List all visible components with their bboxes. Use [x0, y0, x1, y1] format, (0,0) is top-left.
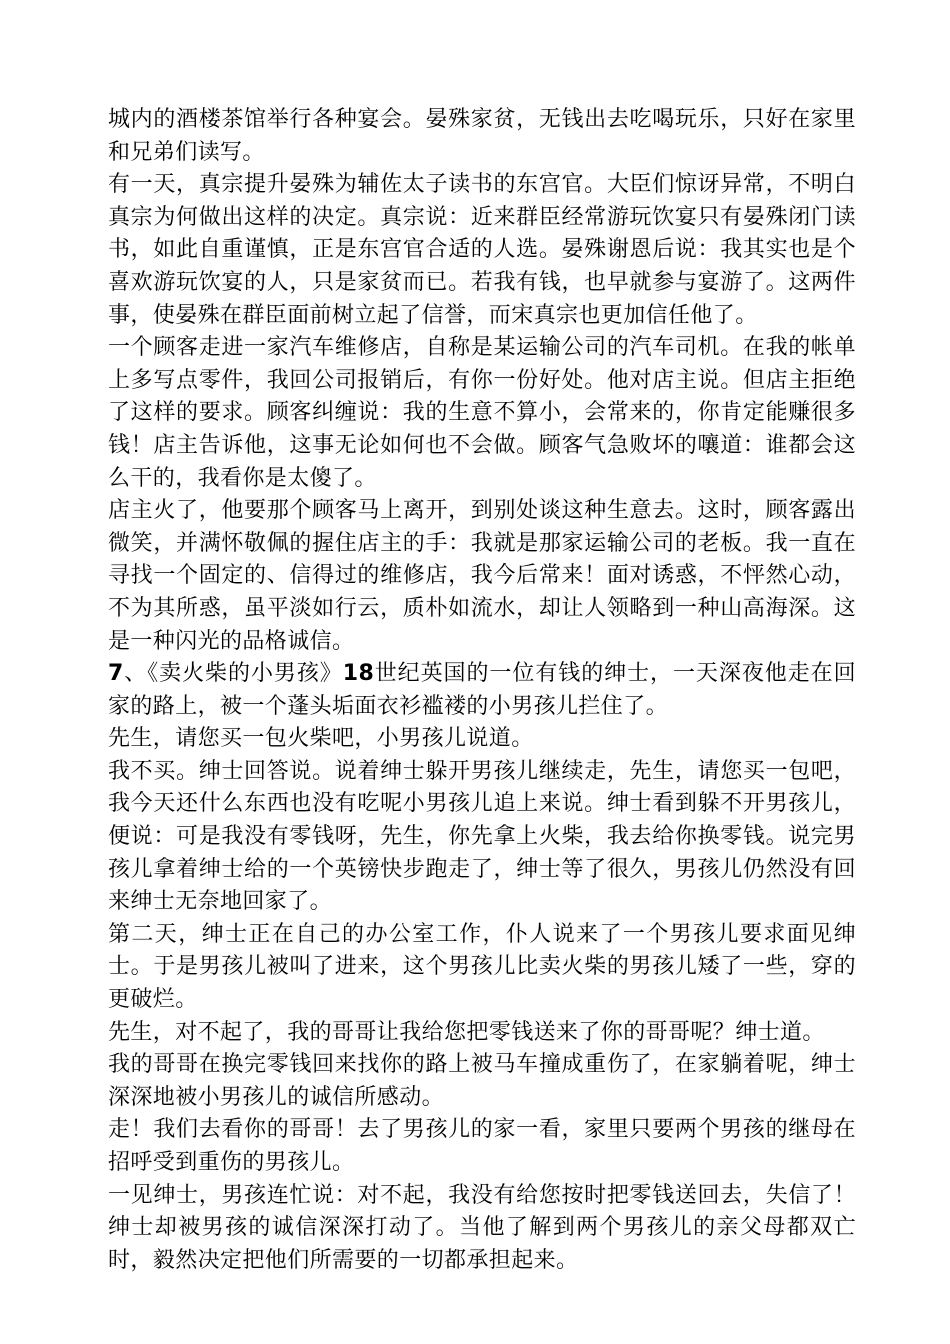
- section-year: 18: [342, 661, 375, 687]
- section-intro-text: 世纪英国的一位有钱的绅士，一天深夜他走在回家的路上，被一个蓬头垢面衣衫褴褛的小男孩儿拦住了。: [108, 661, 857, 719]
- paragraph-yanshu-promotion: 有一天，真宗提升晏殊为辅佐太子读书的东宫官。大臣们惊讶异常，不明白真宗为何做出这样的决定。真宗说：近来群臣经常游玩饮宴只有晏殊闭门读书，如此自重谨慎，正是东宫官合适的人选。晏殊谢恩后说：我其实也是个喜欢游玩饮宴的人，只是家贫而已。若我有钱，也早就参与宴游了。这两件事，使晏殊在群臣面前树立起了信誉，而宋真宗也更加信任他了。: [108, 172, 856, 328]
- paragraph-visit-brother: 走！我们去看你的哥哥！去了男孩儿的家一看，家里只要两个男孩的继母在招呼受到重伤的男孩儿。: [108, 1117, 856, 1175]
- paragraph-repair-shop: 一个顾客走进一家汽车维修店，自称是某运输公司的汽车司机。在我的帐单上多写点零件，我回公司报销后，有你一份好处。他对店主说。但店主拒绝了这样的要求。顾客纠缠说：我的生意不算小，会常来的，你肯定能赚很多钱！店主告诉他，这事无论如何也不会做。顾客气急败坏的嚷道：谁都会这么干的，我看你是太傻了。: [108, 335, 856, 491]
- paragraph-yanshu-home: 城内的酒楼茶馆举行各种宴会。晏殊家贫，无钱出去吃喝玩乐，只好在家里和兄弟们读写。: [108, 107, 856, 165]
- paragraph-match-request: 先生，请您买一包火柴吧，小男孩儿说道。: [108, 726, 534, 752]
- paragraph-conclusion: 一见绅士，男孩连忙说：对不起，我没有给您按时把零钱送回去，失信了！绅士却被男孩的诚信深深打动了。当他了解到两个男孩儿的亲父母都双亡时，毅然决定把他们所需要的一切都承担起来。: [108, 1182, 856, 1273]
- paragraph-brother-injured: 我的哥哥在换完零钱回来找你的路上被马车撞成重伤了，在家躺着呢，绅士深深地被小男孩儿的诚信所感动。: [108, 1052, 856, 1110]
- paragraph-gentleman-reply: 我不买。绅士回答说。说着绅士躲开男孩儿继续走，先生，请您买一包吧，我今天还什么东西也没有吃呢小男孩儿追上来说。绅士看到躲不开男孩儿，便说：可是我没有零钱呀，先生，你先拿上火柴，我去给你换零钱。说完男孩儿拿着绅士给的一个英镑快步跑走了，绅士等了很久，男孩儿仍然没有回来绅士无奈地回家了。: [108, 758, 856, 915]
- document-body: [108, 104, 856, 1277]
- section-7-heading: [108, 658, 856, 723]
- paragraph-shop-owner: 店主火了，他要那个顾客马上离开，到别处谈这种生意去。这时，顾客露出微笑，并满怀敬佩的握住店主的手：我就是那家运输公司的老板。我一直在寻找一个固定的、信得过的维修店，我今后常来！面对诱惑，不怦然心动，不为其所惑，虽平淡如行云，质朴如流水，却让人领略到一种山高海深。这是一种闪光的品格诚信。: [108, 498, 856, 654]
- section-title: 《卖火柴的小男孩》: [147, 661, 343, 687]
- section-separator: 、: [123, 661, 148, 687]
- section-number: 7: [108, 661, 124, 687]
- paragraph-next-day: 第二天，绅士正在自己的办公室工作，仆人说来了一个男孩儿要求面见绅士。于是男孩儿被叫了进来，这个男孩儿比卖火柴的男孩儿矮了一些，穿的更破烂。: [108, 921, 856, 1013]
- paragraph-apology: 先生，对不起了，我的哥哥让我给您把零钱送来了你的哥哥呢？绅士道。: [108, 1019, 825, 1045]
